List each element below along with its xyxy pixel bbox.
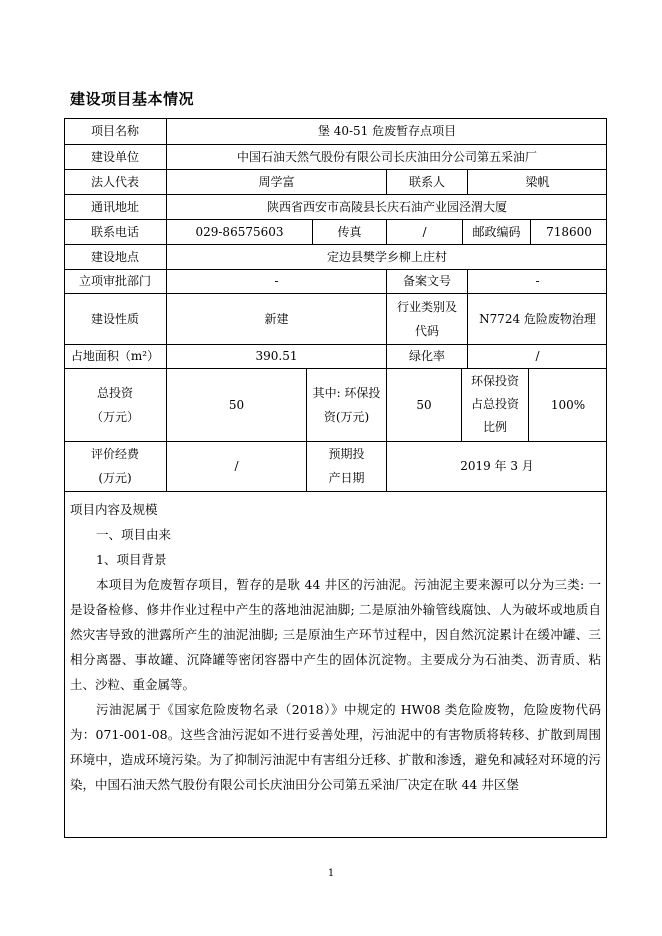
env-invest-label [307, 368, 386, 441]
builder-value: 中国石油天然气股份有限公司长庆油田分公司第五采油厂 [236, 149, 537, 164]
env-ratio-label-line2: 占总投资 [470, 397, 519, 411]
eval-fee-label-line1: 评价经费 [90, 447, 139, 461]
green-label: 绿化率 [408, 349, 445, 363]
env-ratio-value: 100% [550, 397, 586, 412]
location-value: 定边县樊学乡柳上庄村 [326, 249, 447, 264]
content-heading: 项目内容及规模 [70, 502, 158, 517]
fax-label: 传真 [337, 224, 362, 239]
approval-dept-label: 立项审批部门 [78, 274, 151, 288]
industry-label-line1: 行业类别及 [396, 299, 457, 314]
address-value: 陕西省西安市高陵县长庆石油产业园泾渭大厦 [266, 199, 507, 214]
eval-fee-value: / [234, 459, 239, 473]
total-invest-label [64, 368, 166, 441]
section-title: 建设项目基本情况 [70, 90, 195, 108]
prod-date-value: 2019 年 3 月 [460, 459, 534, 473]
location-label: 建设地点 [90, 249, 139, 264]
industry-label-line2: 代码 [414, 323, 439, 338]
env-ratio-label [462, 368, 528, 441]
eval-fee-label-line2: (万元) [98, 471, 132, 485]
builder-label: 建设单位 [90, 149, 139, 164]
record-no-label: 备案文号 [402, 274, 451, 288]
project-name-value: 堡 40-51 危废暂存点项目 [317, 124, 457, 138]
legal-rep-value: 周学富 [258, 174, 295, 189]
nature-value: 新建 [264, 311, 289, 326]
prod-date-label [307, 441, 386, 491]
area-label: 占地面积（m²） [70, 349, 160, 363]
env-invest-label-line2: 资(万元) [323, 409, 370, 424]
address-label: 通讯地址 [90, 199, 139, 214]
contact-label: 联系人 [408, 174, 445, 189]
postcode-value: 718600 [546, 224, 592, 239]
env-ratio-label-line3: 比例 [482, 420, 507, 434]
legal-rep-label: 法人代表 [90, 174, 139, 189]
industry-label [387, 293, 467, 344]
fax-value: / [422, 224, 427, 239]
total-invest-value: 50 [228, 397, 245, 412]
content-subheading-origin: 一、项目由来 [96, 527, 172, 542]
eval-fee-label [64, 441, 166, 491]
phone-label: 联系电话 [90, 224, 139, 239]
phone-value: 029-86575603 [195, 224, 284, 239]
project-content [70, 497, 601, 797]
industry-value: N7724 危险废物治理 [479, 311, 596, 326]
contact-value: 梁帆 [525, 174, 550, 189]
env-invest-label-line1: 其中: 环保投 [312, 385, 381, 400]
page-number: 1 [327, 868, 335, 879]
env-invest-value: 50 [416, 397, 432, 412]
record-no-value: - [535, 274, 540, 288]
nature-label: 建设性质 [90, 311, 139, 326]
area-value: 390.51 [255, 349, 298, 363]
total-invest-label-line2: （万元） [90, 409, 139, 424]
prod-date-label-line2: 产日期 [328, 471, 365, 485]
env-ratio-label-line1: 环保投资 [470, 374, 519, 388]
green-value: / [535, 349, 540, 363]
content-paragraph-2: 污油泥属于《国家危险废物名录（2018）》中规定的 HW08 类危险废物，危险废物代码为：071-001-08。这些含油污泥如不进行妥善处理，污油泥中的有害物质将转移、扩散到周围环境中，造成环境污染。为了抑制污油泥中有害组分迁移、扩散和渗透，避免和减轻对环境的污染，中国石油天然气股份有限公司长庆油田分公司第五采油厂决定在耿 44 井区堡 [70, 702, 601, 792]
project-name-label: 项目名称 [90, 124, 139, 138]
prod-date-label-line1: 预期投 [328, 447, 365, 461]
content-subheading-background: 1、项目背景 [96, 552, 167, 567]
total-invest-label-line1: 总投资 [96, 385, 133, 400]
content-paragraph-1: 本项目为危废暂存项目，暂存的是耿 44 井区的污油泥。污油泥主要来源可以分为三类: 一是设备检修、修井作业过程中产生的落地油泥油脚; 二是原油外输管线腐蚀、人为破坏或地质自然灾害导致的泄露所产生的油泥油脚; 三是原油生产环节过程中，因自然沉淀累计在缓冲罐、三相分离器、事故罐、沉降罐等密闭容器中产生的固体沉淀物。主要成分为石油类、沥青质、粘土、沙粒、重金属等。 [70, 577, 601, 692]
approval-dept-value: - [274, 274, 279, 288]
postcode-label: 邮政编码 [472, 224, 521, 239]
